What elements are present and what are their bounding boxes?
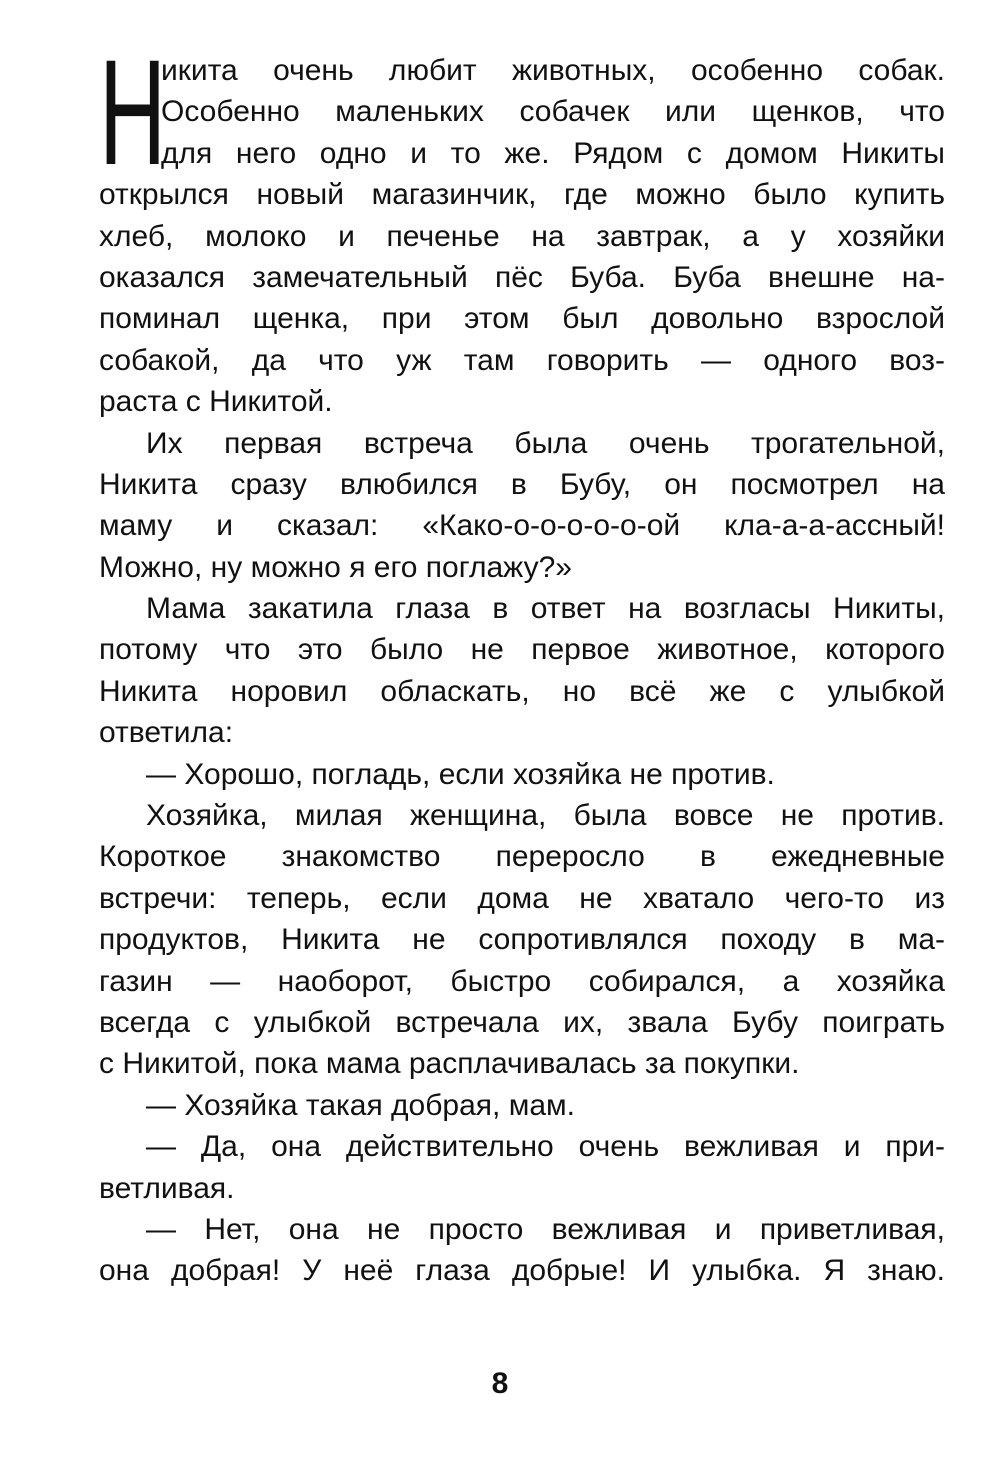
text-line: маму и сказал: «Како-о-о-о-о-о-ой кла-а-а-ассный! xyxy=(99,509,945,543)
dialogue-line: — Нет, она не просто вежливая и приветливая, xyxy=(146,1212,945,1246)
text-line: Можно, ну можно я его поглажу?» xyxy=(99,550,572,584)
text-line: газин — наоборот, быстро собирался, а хозяйка xyxy=(99,964,945,998)
dialogue-line: — Хозяйка такая добрая, мам. xyxy=(146,1088,575,1122)
page-number: 8 xyxy=(491,1367,509,1400)
text-line: поминал щенка, при этом был довольно взрослой xyxy=(99,302,945,336)
text-line: Короткое знакомство переросло в ежедневные xyxy=(99,840,945,874)
text-line: икита очень любит животных, особенно собак. xyxy=(161,54,945,87)
text-line: Особенно маленьких собачек или щенков, что xyxy=(161,95,945,129)
text-line: Их первая встреча была очень трогательной, xyxy=(146,426,945,460)
text-line: раста с Никитой. xyxy=(99,385,333,419)
dialogue-line: она добрая! У неё глаза добрые! И улыбка. Я знаю. xyxy=(99,1254,945,1288)
text-line: хлеб, молоко и печенье на завтрак, а у хозяйки xyxy=(99,219,945,253)
dialogue-line: — Да, она действительно очень вежливая и при- xyxy=(146,1130,945,1164)
drop-cap-letter: Н xyxy=(99,28,167,196)
text-line: собакой, да что уж там говорить — одного воз- xyxy=(99,343,945,377)
text-line: Хозяйка, милая женщина, была вовсе не против. xyxy=(146,799,945,833)
text-line: оказался замечательный пёс Буба. Буба внешне на- xyxy=(99,260,945,294)
text-line: Никита норовил обласкать, но всё же с улыбкой xyxy=(99,674,945,708)
body-text xyxy=(99,28,945,1292)
text-line: встречи: теперь, если дома не хватало чего-то из xyxy=(99,881,945,915)
text-line: всегда с улыбкой встречала их, звала Бубу поиграть xyxy=(99,1005,945,1039)
text-line: открылся новый магазинчик, где можно было купить xyxy=(99,178,945,212)
text-line: продуктов, Никита не сопротивлялся походу в ма- xyxy=(99,923,945,957)
text-line: Мама закатила глаза в ответ на возгласы Никиты, xyxy=(146,592,945,626)
dialogue-line: — Хорошо, погладь, если хозяйка не против. xyxy=(146,757,775,791)
text-line: Никита сразу влюбился в Бубу, он посмотрел на xyxy=(99,467,945,501)
text-line: потому что это было не первое животное, которого xyxy=(99,633,945,667)
text-line: с Никитой, пока мама расплачивалась за покупки. xyxy=(99,1047,800,1081)
dialogue-line: ветливая. xyxy=(99,1171,235,1205)
text-line: для него одно и то же. Рядом с домом Никиты xyxy=(161,136,945,170)
text-line: ответила: xyxy=(99,716,234,750)
